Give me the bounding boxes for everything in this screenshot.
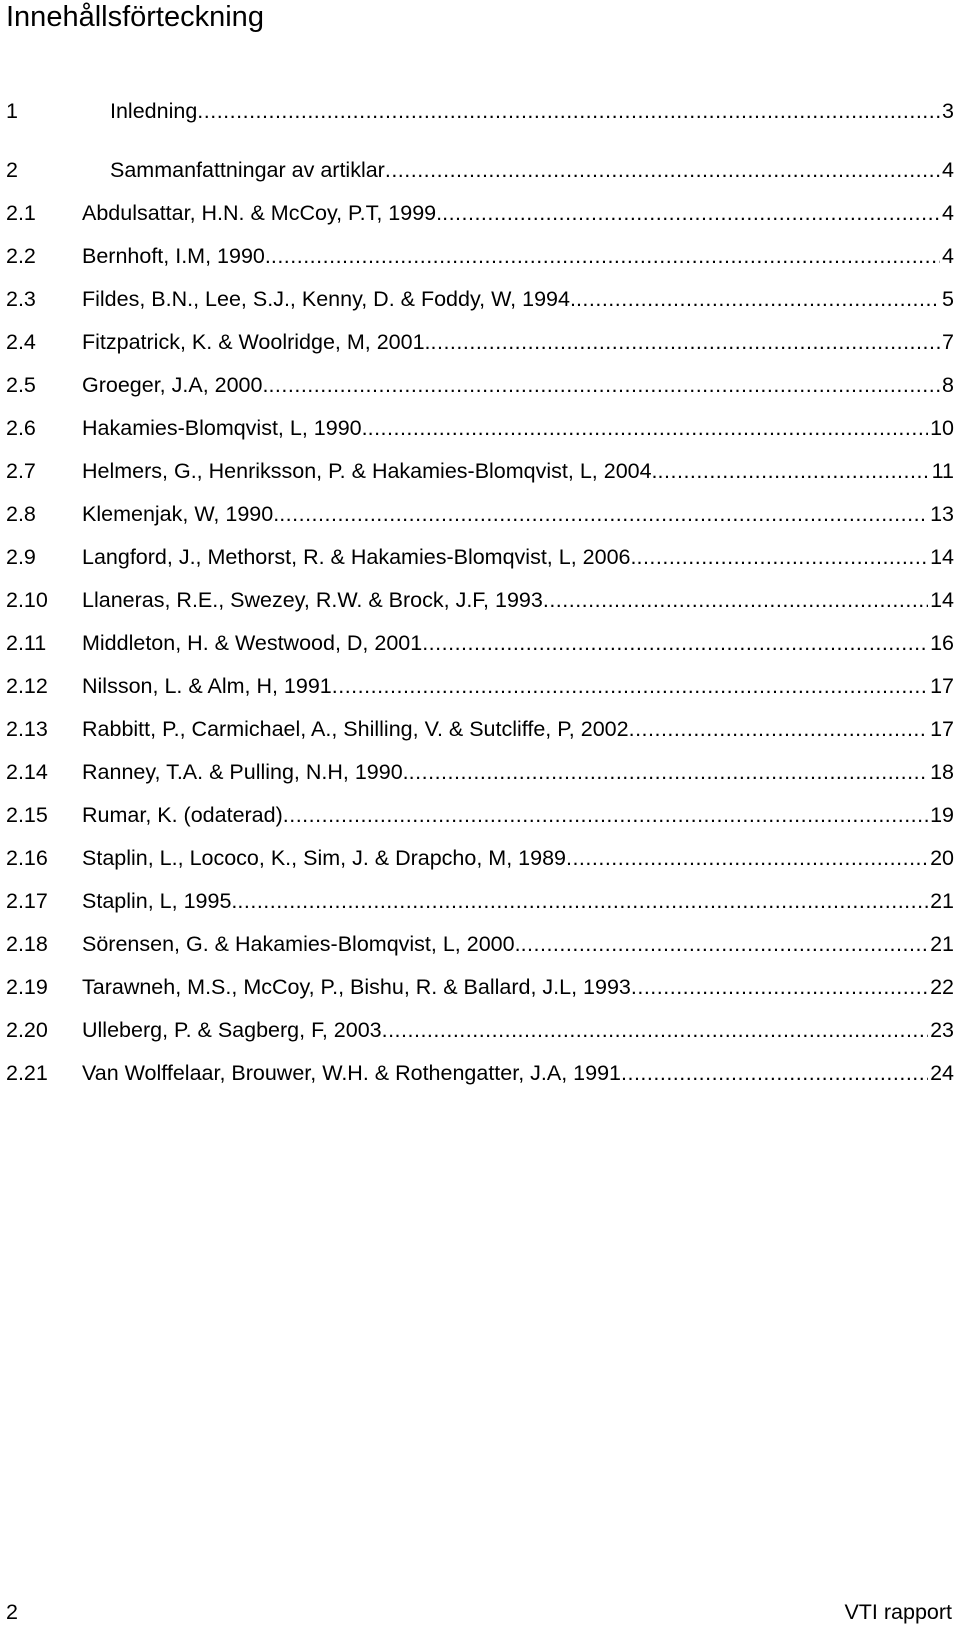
toc-entry-number: 2.14 bbox=[6, 760, 48, 784]
toc-entry-2-15[interactable] bbox=[6, 800, 954, 830]
toc-dot-leader bbox=[409, 757, 928, 787]
toc-entry-2-4[interactable] bbox=[6, 327, 954, 357]
toc-entry-number: 2.16 bbox=[6, 846, 48, 870]
toc-entry-page: 8 bbox=[942, 373, 954, 397]
toc-entry-page: 5 bbox=[942, 287, 954, 311]
toc-dot-leader bbox=[629, 714, 928, 744]
toc-entry-2-17[interactable] bbox=[6, 886, 954, 916]
toc-dot-leader bbox=[283, 800, 928, 830]
toc-dot-leader bbox=[431, 327, 941, 357]
toc-entry-title: Staplin, L, 1995. bbox=[82, 889, 238, 913]
page-title: Innehållsförteckning bbox=[6, 1, 264, 33]
toc-entry-page: 24 bbox=[930, 1061, 954, 1085]
toc-entry-page: 21 bbox=[930, 889, 954, 913]
toc-entry-number: 2 bbox=[6, 158, 18, 182]
toc-entry-number: 2.18 bbox=[6, 932, 48, 956]
toc-dot-leader bbox=[271, 241, 940, 271]
toc-entry-2-1[interactable] bbox=[6, 198, 954, 228]
toc-entry-2-7[interactable] bbox=[6, 456, 954, 486]
toc-entry-2-11[interactable] bbox=[6, 628, 954, 658]
toc-dot-leader bbox=[368, 413, 928, 443]
toc-entry-title: Groeger, J.A, 2000. bbox=[82, 373, 269, 397]
toc-entry-2-9[interactable] bbox=[6, 542, 954, 572]
toc-dot-leader bbox=[385, 155, 940, 185]
toc-entry-number: 2.6 bbox=[6, 416, 36, 440]
toc-dot-leader bbox=[521, 929, 929, 959]
toc-entry-title: Abdulsattar, H.N. & McCoy, P.T, 1999. bbox=[82, 201, 443, 225]
toc-entry-page: 4 bbox=[942, 158, 954, 182]
toc-entry-page: 3 bbox=[942, 99, 954, 123]
toc-entry-number: 2.19 bbox=[6, 975, 48, 999]
toc-entry-number: 2.7 bbox=[6, 459, 36, 483]
toc-entry-number: 2.17 bbox=[6, 889, 48, 913]
toc-dot-leader bbox=[422, 628, 928, 658]
toc-dot-leader bbox=[576, 284, 940, 314]
toc-entry-number: 2.21 bbox=[6, 1061, 48, 1085]
toc-entry-2-12[interactable] bbox=[6, 671, 954, 701]
toc-entry-title: Middleton, H. & Westwood, D, 2001 bbox=[82, 631, 423, 655]
toc-entry-2-13[interactable] bbox=[6, 714, 954, 744]
toc-entry-1[interactable] bbox=[6, 96, 954, 126]
toc-entry-2-19[interactable] bbox=[6, 972, 954, 1002]
toc-entry-2-20[interactable] bbox=[6, 1015, 954, 1045]
toc-dot-leader bbox=[382, 1015, 928, 1045]
toc-entry-title: Nilsson, L. & Alm, H, 1991 bbox=[82, 674, 332, 698]
toc-dot-leader bbox=[566, 843, 928, 873]
toc-entry-page: 16 bbox=[930, 631, 954, 655]
toc-entry-page: 10 bbox=[930, 416, 954, 440]
toc-entry-title: Helmers, G., Henriksson, P. & Hakamies-Blomqvist, L, 2004. bbox=[82, 459, 658, 483]
toc-entry-number: 2.1 bbox=[6, 201, 36, 225]
toc-entry-title: Hakamies-Blomqvist, L, 1990. bbox=[82, 416, 368, 440]
toc-entry-number: 2.13 bbox=[6, 717, 48, 741]
toc-entry-page: 23 bbox=[930, 1018, 954, 1042]
toc-entry-title: Sörensen, G. & Hakamies-Blomqvist, L, 2000. bbox=[82, 932, 521, 956]
toc-entry-number: 2.11 bbox=[6, 631, 47, 655]
toc-entry-title: Staplin, L., Lococo, K., Sim, J. & Drapcho, M, 1989 bbox=[82, 846, 566, 870]
toc-dot-leader bbox=[237, 886, 928, 916]
toc-entry-page: 20 bbox=[930, 846, 954, 870]
toc-entry-2-21[interactable] bbox=[6, 1058, 954, 1088]
toc-entry-page: 17 bbox=[930, 674, 954, 698]
toc-entry-number: 2.12 bbox=[6, 674, 48, 698]
toc-entry-page: 4 bbox=[942, 201, 954, 225]
toc-entry-2-6[interactable] bbox=[6, 413, 954, 443]
toc-entry-2-14[interactable] bbox=[6, 757, 954, 787]
toc-dot-leader bbox=[543, 585, 928, 615]
toc-dot-leader bbox=[332, 671, 928, 701]
toc-entry-title: Klemenjak, W, 1990. bbox=[82, 502, 280, 526]
toc-entry-number: 2.9 bbox=[6, 545, 36, 569]
footer-publisher: VTI rapport bbox=[844, 1600, 952, 1624]
toc-entry-title: Fildes, B.N., Lee, S.J., Kenny, D. & Foddy, W, 1994. bbox=[82, 287, 576, 311]
toc-entry-number: 2.5 bbox=[6, 373, 36, 397]
toc-entry-title: Tarawneh, M.S., McCoy, P., Bishu, R. & Ballard, J.L, 1993 bbox=[82, 975, 631, 999]
toc-entry-title: Bernhoft, I.M, 1990. bbox=[82, 244, 271, 268]
toc-entry-page: 13 bbox=[930, 502, 954, 526]
toc-dot-leader bbox=[197, 96, 940, 126]
toc-dot-leader bbox=[442, 198, 940, 228]
toc-dot-leader bbox=[621, 1058, 928, 1088]
toc-entry-2-2[interactable] bbox=[6, 241, 954, 271]
toc-entry-title: Sammanfattningar av artiklar bbox=[110, 158, 385, 182]
toc-entry-title: Rabbitt, P., Carmichael, A., Shilling, V. & Sutcliffe, P, 2002 bbox=[82, 717, 629, 741]
toc-entry-page: 18 bbox=[930, 760, 954, 784]
toc-entry-page: 7 bbox=[942, 330, 954, 354]
toc-entry-page: 19 bbox=[930, 803, 954, 827]
toc-entry-title: Ulleberg, P. & Sagberg, F, 2003 bbox=[82, 1018, 382, 1042]
toc-entry-2[interactable] bbox=[6, 155, 954, 185]
toc-entry-title: Llaneras, R.E., Swezey, R.W. & Brock, J.F, 1993 bbox=[82, 588, 543, 612]
footer-page-number: 2 bbox=[6, 1600, 18, 1624]
toc-dot-leader bbox=[279, 499, 928, 529]
toc-entry-number: 2.15 bbox=[6, 803, 48, 827]
toc-entry-2-3[interactable] bbox=[6, 284, 954, 314]
toc-entry-2-8[interactable] bbox=[6, 499, 954, 529]
toc-entry-title: Ranney, T.A. & Pulling, N.H, 1990. bbox=[82, 760, 409, 784]
toc-entry-2-10[interactable] bbox=[6, 585, 954, 615]
toc-entry-number: 2.4 bbox=[6, 330, 36, 354]
toc-dot-leader bbox=[631, 972, 928, 1002]
toc-entry-page: 22 bbox=[930, 975, 954, 999]
toc-entry-page: 17 bbox=[930, 717, 954, 741]
toc-entry-page: 4 bbox=[942, 244, 954, 268]
toc-entry-title: Fitzpatrick, K. & Woolridge, M, 2001. bbox=[82, 330, 431, 354]
toc-entry-page: 21 bbox=[930, 932, 954, 956]
toc-entry-page: 11 bbox=[931, 459, 954, 483]
toc-entry-page: 14 bbox=[930, 545, 954, 569]
toc-entry-title: Rumar, K. (odaterad) bbox=[82, 803, 283, 827]
toc-entry-number: 2.2 bbox=[6, 244, 36, 268]
toc-entry-number: 1 bbox=[6, 99, 18, 123]
toc-dot-leader bbox=[268, 370, 940, 400]
toc-entry-number: 2.20 bbox=[6, 1018, 48, 1042]
toc-entry-2-18[interactable] bbox=[6, 929, 954, 959]
toc-entry-number: 2.3 bbox=[6, 287, 36, 311]
toc-dot-leader bbox=[658, 456, 930, 486]
toc-entry-page: 14 bbox=[930, 588, 954, 612]
toc-entry-number: 2.8 bbox=[6, 502, 36, 526]
toc-entry-title: Van Wolffelaar, Brouwer, W.H. & Rothengatter, J.A, 1991 bbox=[82, 1061, 621, 1085]
toc-entry-title: Langford, J., Methorst, R. & Hakamies-Blomqvist, L, 2006. bbox=[82, 545, 637, 569]
toc-dot-leader bbox=[636, 542, 928, 572]
toc-entry-2-16[interactable] bbox=[6, 843, 954, 873]
toc-entry-number: 2.10 bbox=[6, 588, 48, 612]
toc-entry-2-5[interactable] bbox=[6, 370, 954, 400]
toc-entry-title: Inledning bbox=[110, 99, 198, 123]
